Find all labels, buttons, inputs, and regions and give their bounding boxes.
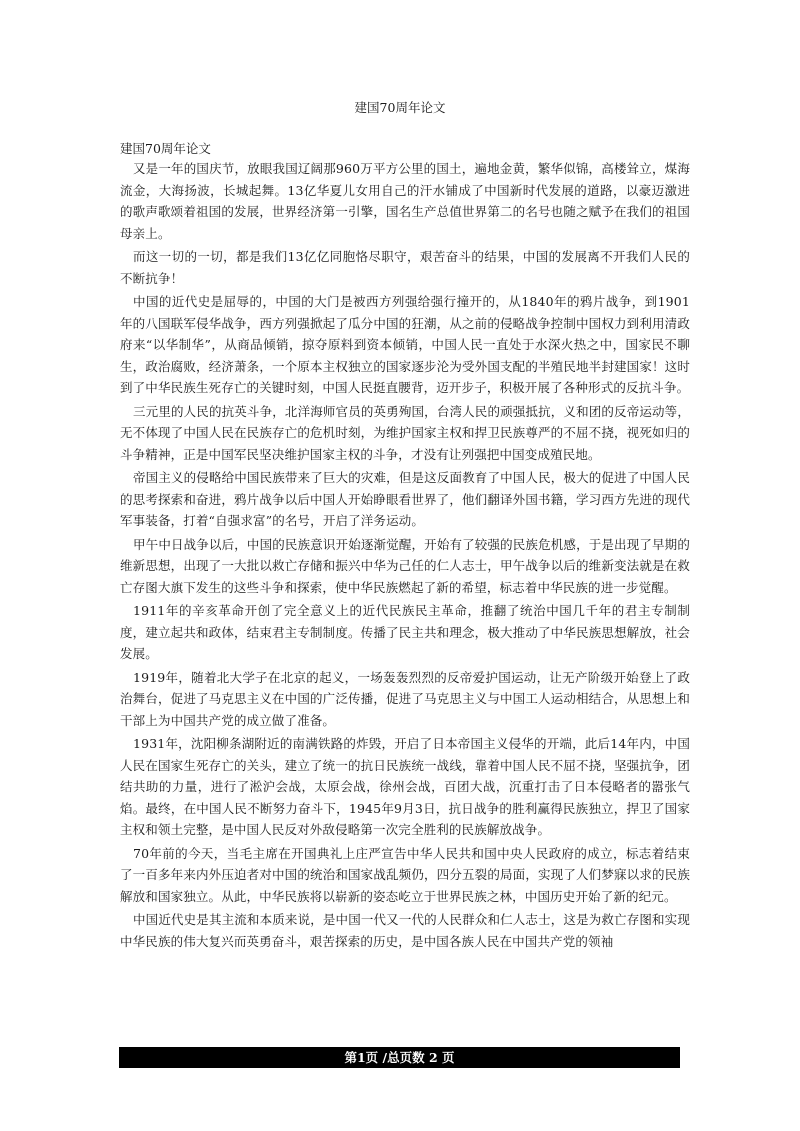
document-subtitle: 建国70周年论文 <box>120 141 211 156</box>
paragraph-8: 1919年，随着北大学子在北京的起义，一场轰轰烈烈的反帝爱护国运动，让无产阶级开始登上了政治舞台，促进了马克思主义在中国的广泛传播，促进了马克思主义与中国工人运动相结合，从思想上和干部上为中国共产党的成立做了准备。 <box>120 669 690 728</box>
paragraph-11: 中国近代史是其主流和本质来说，是中国一代又一代的人民群众和仁人志士，这是为救亡存图和实现中华民族的伟大复兴而英勇奋斗，艰苦探索的历史，是中国各族人民在中国共产党的领袖 <box>120 912 690 949</box>
paragraph-5: 帝国主义的侵略给中国民族带来了巨大的灾难，但是这反面教育了中国人民，极大的促进了中国人民的思考探索和奋进，鸦片战争以后中国人开始睁眼看世界了，他们翻译外国书籍，学习西方先进的现代军事装备，打着“自强求富”的名号，开启了洋务运动。 <box>120 470 690 528</box>
document-title: 建国70周年论文 <box>354 100 446 115</box>
paragraph-1: 又是一年的国庆节，放眼我国辽阔那960万平方公里的国土，遍地金黄，繁华似锦，高楼耸立，煤海流金，大海扬波，长城起舞。13亿华夏儿女用自己的汗水铺成了中国新时代发展的道路，以豪迈激进的歌声歌颂着祖国的发展，世界经济第一引擎，国名生产总值世界第二的名号也随之赋予在我们的祖国母亲上。 <box>120 161 690 241</box>
page-number: 第1页 /总页数 2 页 <box>344 1050 455 1065</box>
paragraph-7: 1911年的辛亥革命开创了完全意义上的近代民族民主革命，推翻了统治中国几千年的君主专制制度，建立起共和政体，结束君主专制制度。传播了民主共和理念，极大推动了中华民族思想解放，社会发展。 <box>120 603 690 661</box>
paragraph-9: 1931年，沈阳柳条湖附近的南满铁路的炸毁，开启了日本帝国主义侵华的开端，此后14年内，中国人民在国家生死存亡的关头，建立了统一的抗日民族统一战线，靠着中国人民不屈不挠，坚强抗争，团结共助的力量，进行了淞沪会战，太原会战，徐州会战，百团大战，沉重打击了日本侵略者的嚣张气焰。最终，在中国人民不断努力奋斗下，1945年9月3日，抗日战争的胜利赢得民族独立，捍卫了国家主权和领土完整，是中国人民反对外敌侵略第一次完全胜利的民族解放战争。 <box>120 736 690 837</box>
paragraph-2: 而这一切的一切，都是我们13亿亿同胞恪尽职守，艰苦奋斗的结果，中国的发展离不开我们人民的不断抗争！ <box>120 249 690 286</box>
paragraph-10: 70年前的今天，当毛主席在开国典礼上庄严宣告中华人民共和国中央人民政府的成立，标志着结束了一百多年来内外压迫者对中国的统治和国家战乱频仍，四分五裂的局面，实现了人们梦寐以求的民族解放和国家独立。从此，中华民族将以崭新的姿态屹立于世界民族之林，中国历史开始了新的纪元。 <box>120 845 690 904</box>
paragraph-6: 甲午中日战争以后，中国的民族意识开始逐渐觉醒，开始有了较强的民族危机感，于是出现了早期的维新思想，出现了一大批以救亡存储和振兴中华为己任的仁人志士，甲午战争以后的维新变法就是在救亡存图大旗下发生的这些斗争和探索，使中华民族燃起了新的希望，标志着中华民族的进一步觉醒。 <box>120 536 690 595</box>
paragraph-4: 三元里的人民的抗英斗争，北洋海师官员的英勇殉国，台湾人民的顽强抵抗，义和团的反帝运动等，无不体现了中国人民在民族存亡的危机时刻，为维护国家主权和捍卫民族尊严的不屈不挠，视死如归的斗争精神，正是中国军民坚决维护国家主权的斗争，才没有让列强把中国变成殖民地。 <box>120 403 690 462</box>
document-body <box>120 140 690 954</box>
paragraph-3: 中国的近代史是屈辱的，中国的大门是被西方列强给强行撞开的，从1840年的鸦片战争，到1901年的八国联军侵华战争，西方列强掀起了瓜分中国的狂潮，从之前的侵略战争控制中国权力到利用清政府来“以华制华”，从商品倾销，掠夺原料到资本倾销，中国人民一直处于水深火热之中，国家民不聊生，政治腐败，经济萧条，一个原本主权独立的国家逐步沦为受外国支配的半殖民地半封建国家！这时到了中华民族生死存亡的关键时刻，中国人民挺直腰背，迈开步子，积极开展了各种形式的反抗斗争。 <box>120 294 690 395</box>
page-footer <box>119 1047 680 1068</box>
